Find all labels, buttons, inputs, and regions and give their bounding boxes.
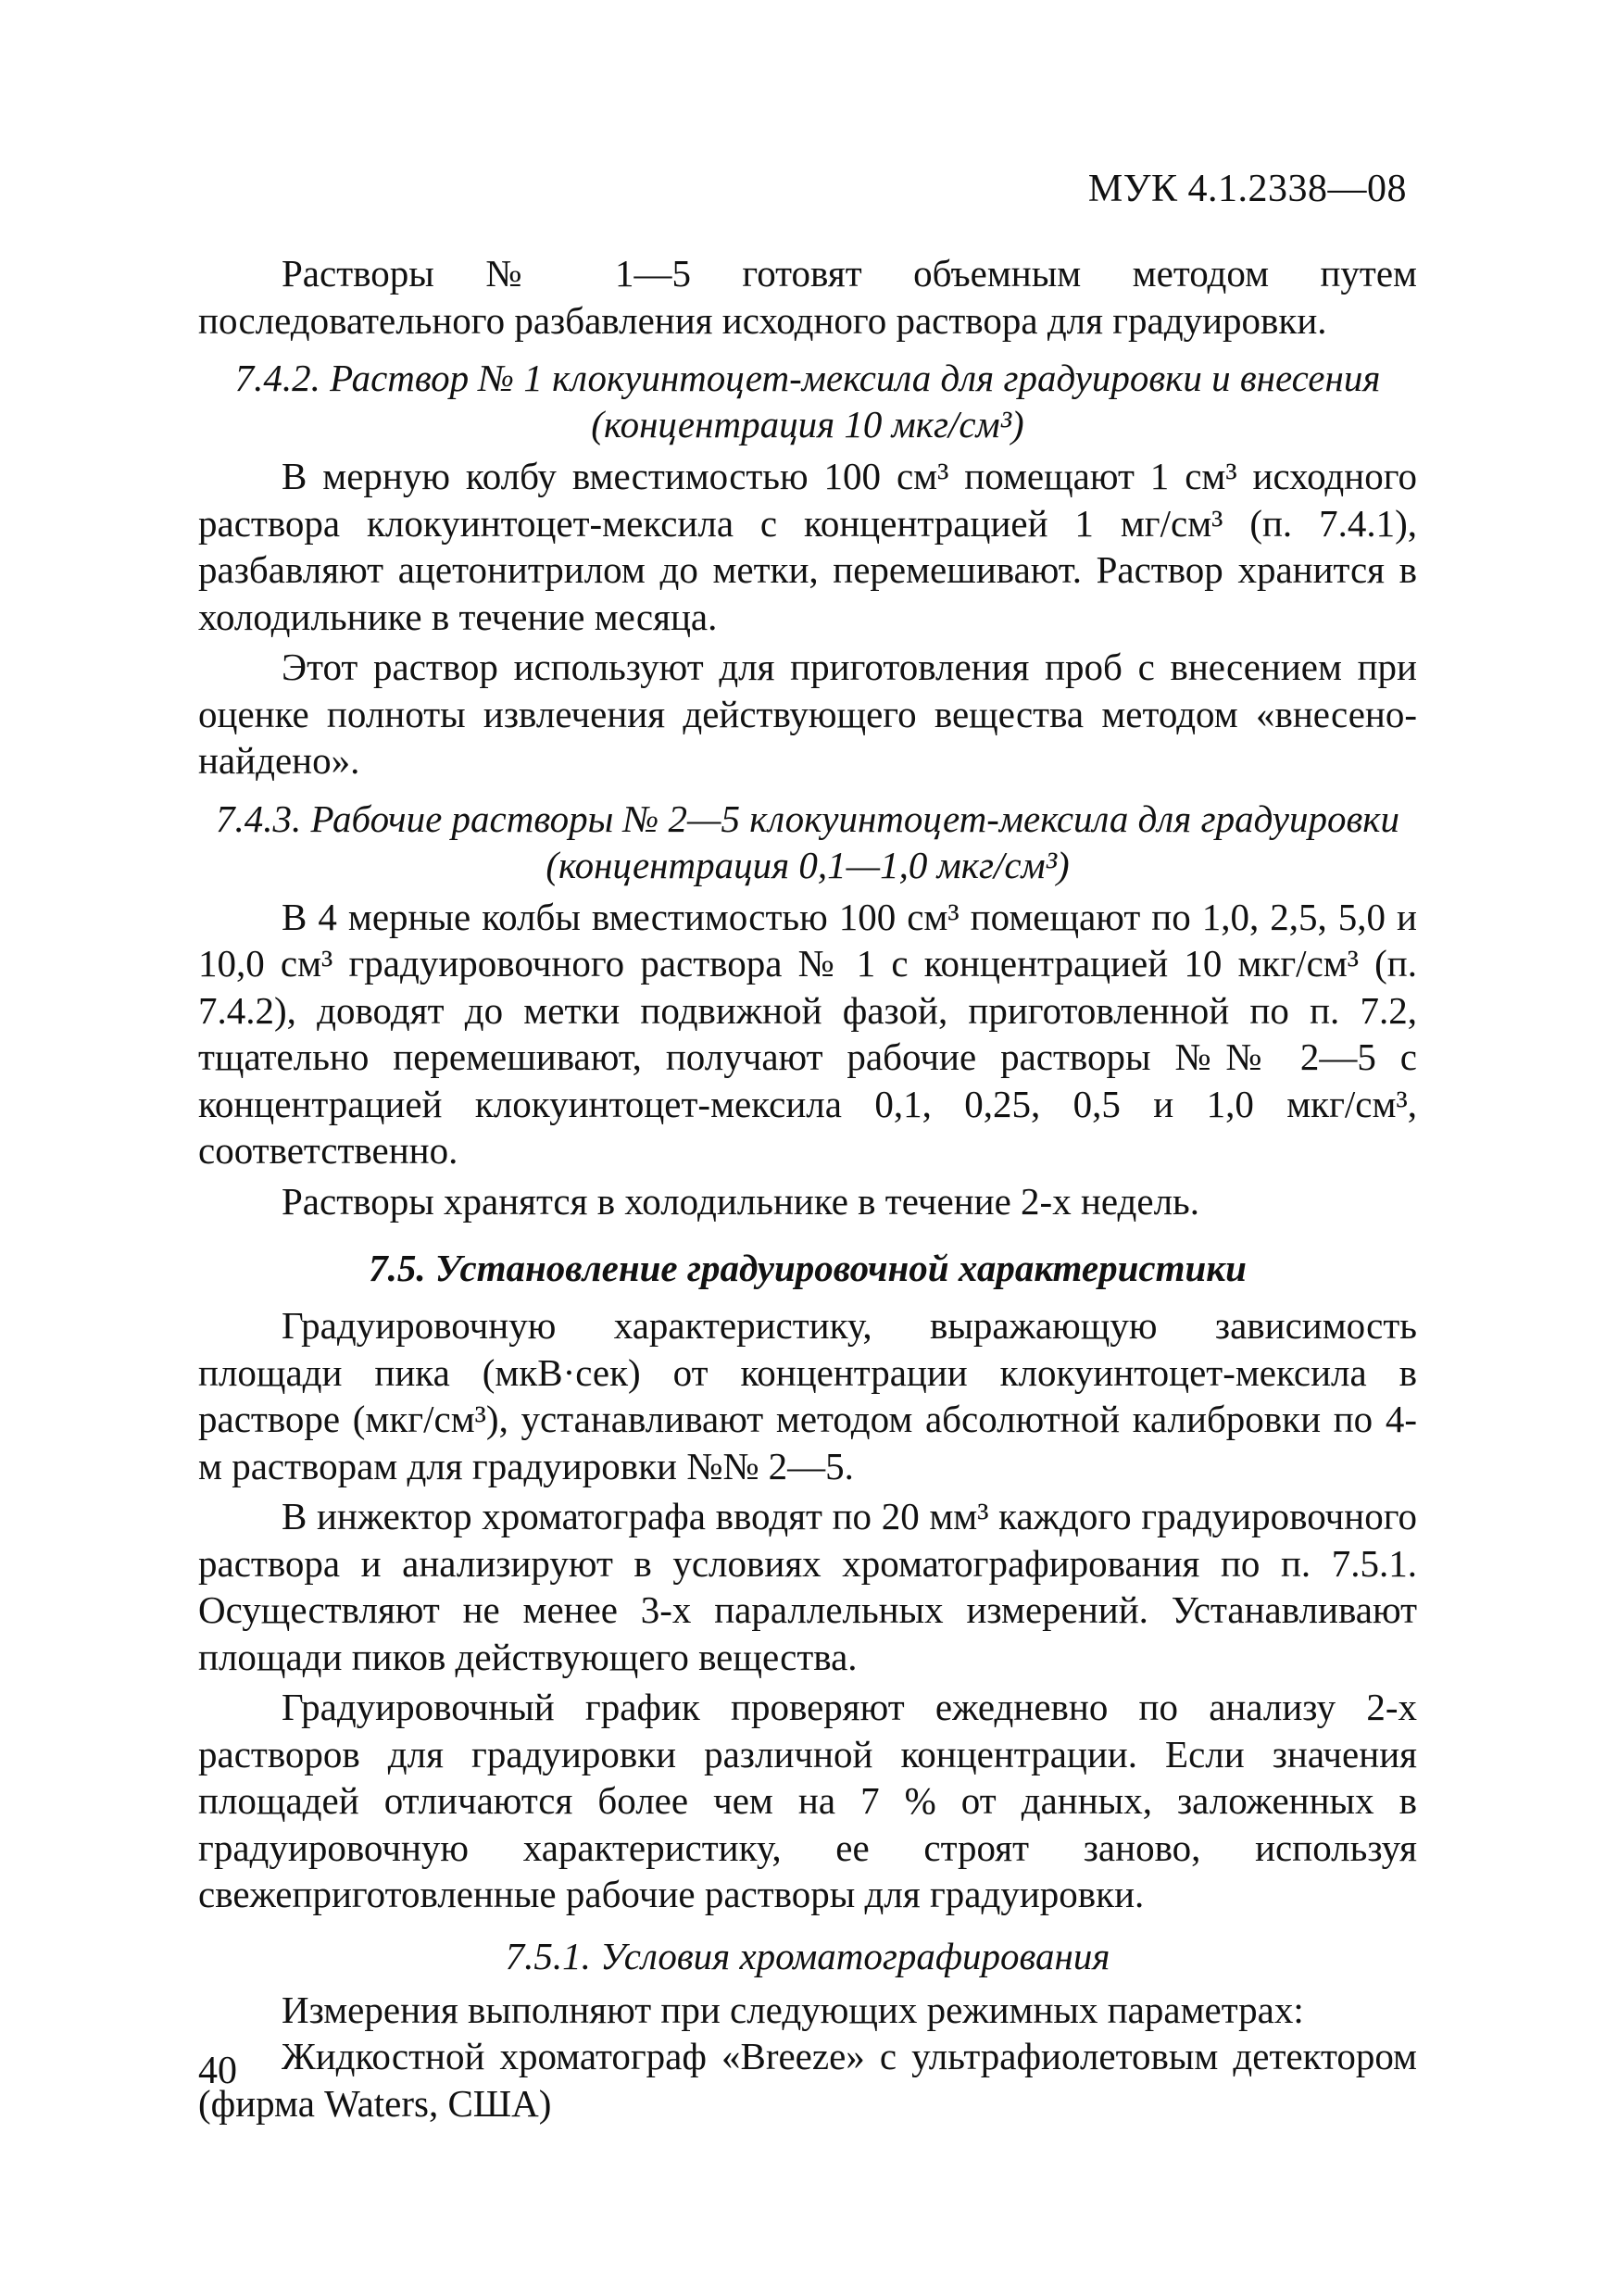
- paragraph-7-5-b: В инжектор хроматографа вводят по 20 мм³ каждого градуировочного раствора и анализируют в условиях хроматографирования по п. 7.5.1. Осуществляют не менее 3-х параллельных измерений. Устанавливают площади пиков действующего вещества.: [198, 1495, 1417, 1678]
- document-code: МУК 4.1.2338—08: [1087, 168, 1407, 210]
- heading-7-4-2-line2: (концентрация 10 мкг/см³): [591, 403, 1024, 445]
- heading-7-4-3-line1: 7.4.3. Рабочие растворы № 2—5 клокуинтоцет-мексила для градуировки: [216, 797, 1399, 840]
- paragraph-7-5-1-b: Жидкостной хроматограф «Breeze» с ультрафиолетовым детектором (фирма Waters, США): [198, 2035, 1417, 2125]
- paragraph-7-4-3-b: Растворы хранятся в холодильнике в течение 2-х недель.: [282, 1179, 1200, 1223]
- heading-7-5-1: 7.5.1. Условия хроматографирования: [505, 1934, 1110, 1977]
- heading-7-5: 7.5. Установление градуировочной характеристики: [369, 1247, 1247, 1289]
- paragraph-7-4-2-a: В мерную колбу вместимостью 100 см³ помещают 1 см³ исходного раствора клокуинтоцет-мексила с концентрацией 1 мг/см³ (п. 7.4.1), разбавляют ацетонитрилом до метки, перемешивают. Раствор хранится в холодильнике в течение месяца.: [198, 455, 1417, 638]
- heading-7-4-3-line2: (концентрация 0,1—1,0 мкг/см³): [546, 843, 1070, 886]
- paragraph-intro: Растворы № 1—5 готовят объемным методом путем последовательного разбавления исходного раствора для градуировки.: [198, 252, 1417, 342]
- heading-7-4-2-line1: 7.4.2. Раствор № 1 клокуинтоцет-мексила для градуировки и внесения: [234, 357, 1381, 399]
- paragraph-7-4-3-a: В 4 мерные колбы вместимостью 100 см³ помещают по 1,0, 2,5, 5,0 и 10,0 см³ градуировочного раствора № 1 с концентрацией 10 мкг/см³ (п. 7.4.2), доводят до метки подвижной фазой, приготовленной по п. 7.2, тщательно перемешивают, получают рабочие растворы №№ 2—5 с концентрацией клокуинтоцет-мексила 0,1, 0,25, 0,5 и 1,0 мкг/см³, соответственно.: [198, 895, 1417, 1172]
- paragraph-7-5-c: Градуировочный график проверяют ежедневно по анализу 2-х растворов для градуировки различной концентрации. Если значения площадей отличаются более чем на 7 % от данных, заложенных в градуировочную характеристику, ее строят заново, используя свежеприготовленные рабочие растворы для градуировки.: [198, 1686, 1417, 1915]
- paragraph-7-5-1-a: Измерения выполняют при следующих режимных параметрах:: [282, 1988, 1304, 2031]
- document-body: [198, 250, 1417, 2127]
- heading-7-4-3: [198, 796, 1417, 888]
- page-number: 40: [198, 2050, 237, 2092]
- paragraph-7-5-a: Градуировочную характеристику, выражающую зависимость площади пика (мкВ·сек) от концентрации клокуинтоцет-мексила в растворе (мкг/см³), устанавливают методом абсолютной калибровки по 4-м растворам для градуировки №№ 2—5.: [198, 1304, 1417, 1487]
- paragraph-7-4-2-b: Этот раствор используют для приготовления проб с внесением при оценке полноты извлечения действующего вещества методом «внесено-найдено».: [198, 646, 1417, 782]
- heading-7-4-2: [198, 355, 1417, 447]
